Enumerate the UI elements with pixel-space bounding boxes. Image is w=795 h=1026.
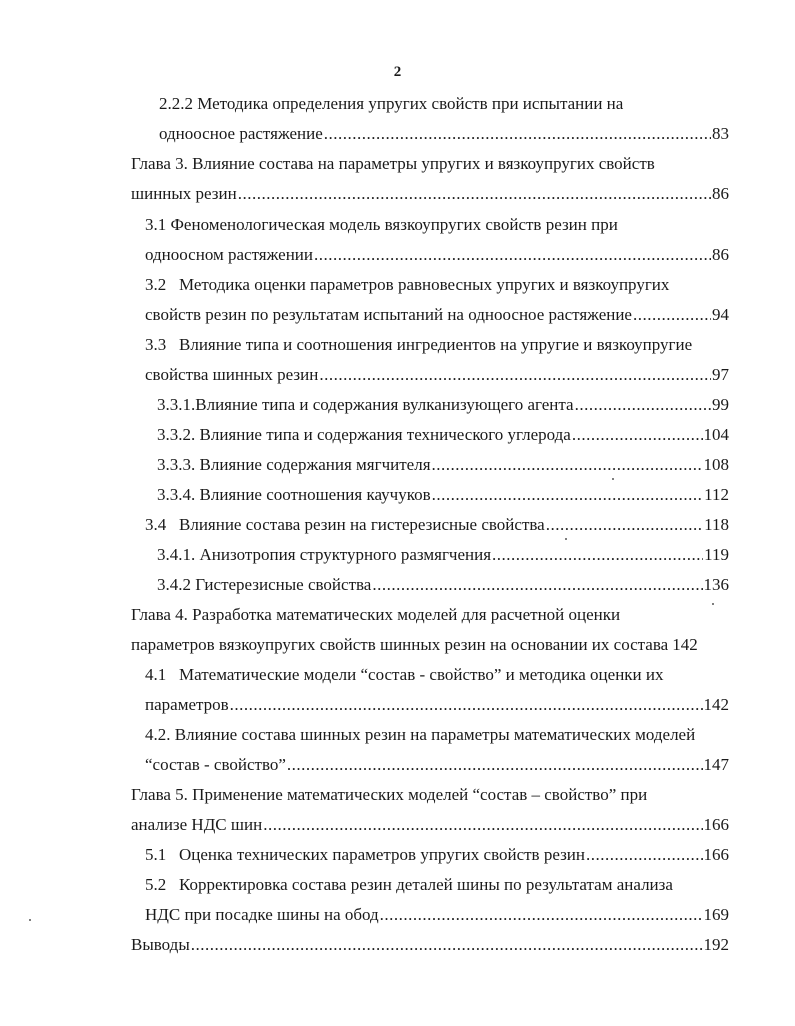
toc-page-number: 166: [703, 845, 729, 864]
leader-dots: [546, 514, 703, 536]
toc-entry-title: одноосном растяжении: [145, 245, 313, 264]
toc-entry-3-3-line1: [145, 334, 692, 356]
toc-entry-title: 3.3.2. Влияние типа и содержания технического углерода: [157, 425, 571, 444]
toc-entry-3-1-line1: [145, 214, 618, 236]
toc-entry-title: Глава 5. Применение математических моделей “состав – свойство” при: [131, 785, 648, 804]
leader-dots: [287, 754, 703, 776]
toc-page-number: 94: [712, 305, 729, 324]
leader-dots: [572, 424, 703, 446]
scan-speck: [712, 603, 714, 605]
toc-entry-5-2-line1: [145, 874, 673, 896]
toc-page-number: 86: [712, 245, 729, 264]
toc-entry-3-4[interactable]: [145, 514, 729, 536]
toc-entry-4-1-line2[interactable]: [145, 694, 729, 716]
toc-entry-title: 3.3.3. Влияние содержания мягчителя: [157, 455, 431, 474]
leader-dots: [314, 244, 711, 266]
leader-dots: [319, 364, 711, 386]
toc-entry-3-3-line2[interactable]: [145, 364, 729, 386]
leader-dots: [238, 183, 711, 205]
toc-entry-title: 5.2 Корректировка состава резин деталей шины по результатам анализа: [145, 875, 673, 894]
toc-entry-3-2-line1: [145, 274, 669, 296]
toc-chapter-4-line2[interactable]: [131, 634, 729, 656]
toc-entry-3-3-3[interactable]: [157, 454, 729, 476]
toc-page-number: 97: [712, 365, 729, 384]
toc-entry-4-2-line1: [145, 724, 695, 746]
toc-entry-3-1-line2[interactable]: [145, 244, 729, 266]
toc-entry-5-2-line2[interactable]: [145, 904, 729, 926]
toc-page-number: 192: [703, 935, 729, 954]
scan-speck: [29, 919, 31, 921]
toc-page-number: 112: [704, 485, 729, 504]
leader-dots: [324, 123, 711, 145]
toc-entry-title: свойства шинных резин: [145, 365, 319, 384]
toc-entry-title: шинных резин: [131, 184, 237, 203]
toc-chapter-5-line2[interactable]: [131, 814, 729, 836]
toc-page-number: 99: [712, 395, 729, 414]
leader-dots: [432, 454, 703, 476]
scan-speck: [612, 478, 614, 480]
toc-entry-title: 3.3.1.Влияние типа и содержания вулканизующего агента: [157, 395, 574, 414]
toc-entry-2-2-2-line1: [159, 93, 623, 115]
toc-entry-3-3-2[interactable]: [157, 424, 729, 446]
toc-entry-title: одноосное растяжение: [159, 124, 323, 143]
toc-chapter-3-line1: [131, 153, 655, 175]
toc-entry-4-1-line1: [145, 664, 664, 686]
toc-chapter-4-line1: [131, 604, 620, 626]
toc-entry-title: 3.3 Влияние типа и соотношения ингредиентов на упругие и вязкоупругие: [145, 335, 693, 354]
toc-page-number: 136: [703, 575, 729, 594]
toc-entry-title: 4.2. Влияние состава шинных резин на параметры математических моделей: [145, 725, 696, 744]
page-number: 2: [393, 64, 402, 80]
toc-entry-title: параметров вязкоупругих свойств шинных резин на основании их состава: [131, 635, 669, 654]
toc-page-number: 142: [672, 635, 698, 654]
leader-dots: [492, 544, 703, 566]
leader-dots: [633, 304, 711, 326]
toc-entry-3-2-line2[interactable]: [145, 304, 729, 326]
toc-entry-title: свойств резин по результатам испытаний на одноосное растяжение: [145, 305, 632, 324]
toc-entry-conclusions[interactable]: [131, 934, 729, 956]
toc-chapter-5-line1: [131, 784, 647, 806]
leader-dots: [230, 694, 703, 716]
toc-page-number: 119: [704, 545, 729, 564]
toc-entry-title: 3.4.2 Гистерезисные свойства: [157, 575, 372, 594]
toc-entry-title: 3.4.1. Анизотропия структурного размягчения: [157, 545, 492, 564]
toc-entry-title: 5.1 Оценка технических параметров упругих свойств резин: [145, 845, 585, 864]
toc-page-number: 169: [703, 905, 729, 924]
toc-entry-title: Глава 3. Влияние состава на параметры упругих и вязкоупругих свойств: [131, 154, 655, 173]
toc-entry-2-2-2-line2[interactable]: [159, 123, 729, 145]
toc-entry-title: 3.4 Влияние состава резин на гистерезисные свойства: [145, 515, 545, 534]
toc-page-number: 166: [703, 815, 729, 834]
toc-entry-title: параметров: [145, 695, 229, 714]
toc-page-number: 108: [703, 455, 729, 474]
toc-entry-3-3-1[interactable]: [157, 394, 729, 416]
toc-entry-title: 3.1 Феноменологическая модель вязкоупругих свойств резин при: [145, 215, 618, 234]
toc-entry-title: 2.2.2 Методика определения упругих свойств при испытании на: [159, 94, 624, 113]
leader-dots: [372, 574, 702, 596]
toc-entry-3-4-2[interactable]: [157, 574, 729, 596]
toc-entry-title: 4.1 Математические модели “состав - свойство” и методика оценки их: [145, 665, 664, 684]
toc-chapter-3-line2[interactable]: [131, 183, 729, 205]
leader-dots: [380, 904, 703, 926]
toc-page-number: 104: [703, 425, 729, 444]
leader-dots: [586, 844, 703, 866]
toc-page-number: 83: [712, 124, 729, 143]
toc-page-number: 147: [703, 755, 729, 774]
toc-entry-3-3-4[interactable]: [157, 484, 729, 506]
toc-entry-title: Глава 4. Разработка математических моделей для расчетной оценки: [131, 605, 621, 624]
toc-entry-title: “состав - свойство”: [145, 755, 286, 774]
toc-entry-title: 3.2 Методика оценки параметров равновесных упругих и вязкоупругих: [145, 275, 670, 294]
toc-page-number: 86: [712, 184, 729, 203]
leader-dots: [263, 814, 702, 836]
toc-entry-title: Выводы: [131, 935, 190, 954]
toc-entry-4-2-line2[interactable]: [145, 754, 729, 776]
leader-dots: [432, 484, 703, 506]
toc-entry-title: НДС при посадке шины на обод: [145, 905, 379, 924]
toc-entry-3-4-1[interactable]: [157, 544, 729, 566]
toc-entry-title: анализе НДС шин: [131, 815, 263, 834]
leader-dots: [191, 934, 703, 956]
toc-entry-5-1[interactable]: [145, 844, 729, 866]
toc-page-number: 142: [703, 695, 729, 714]
toc-page-number: 118: [704, 515, 729, 534]
leader-dots: [575, 394, 711, 416]
scan-speck: [565, 538, 567, 540]
toc-entry-title: 3.3.4. Влияние соотношения каучуков: [157, 485, 431, 504]
